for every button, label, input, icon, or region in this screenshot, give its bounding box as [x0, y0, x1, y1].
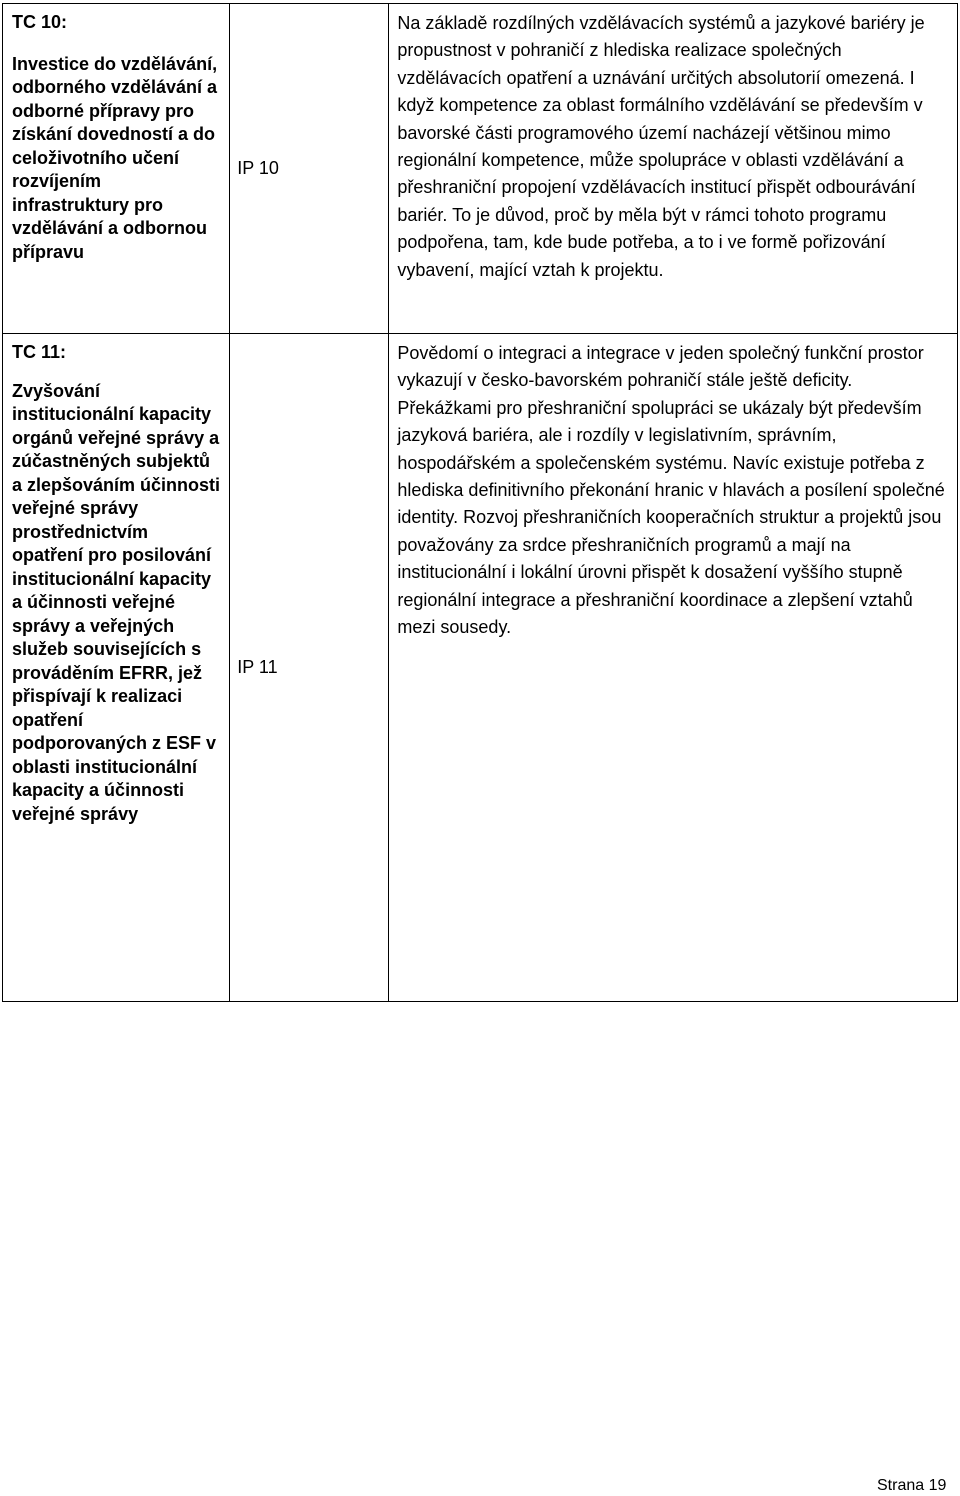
table-row [3, 4, 958, 334]
thematic-objective-number: TC 11: [12, 342, 67, 362]
table-row [3, 334, 958, 1002]
investment-priority-cell: IP 11 [230, 334, 389, 1002]
thematic-objective-cell [3, 334, 230, 1002]
thematic-objective-title: Zvyšování institucionální kapacity orgánů veřejné správy a zúčastněných subjektů a zlepšováním účinnosti veřejné správy prostřednictvím opatření pro posilování institucionální kapacity a účinnosti veřejné správy a veřejných služeb souvisejících s prováděním EFRR, jež přispívají k realizaci opatření podporovaných z ESF v oblasti institucionální kapacity a účinnosti veřejné správy [12, 380, 221, 824]
thematic-objectives-table [2, 3, 958, 1002]
thematic-objective-number: TC 10: [12, 12, 68, 32]
justification-text: Na základě rozdílných vzdělávacích systémů a jazykové bariéry je propustnost v pohraničí z hlediska realizace společných vzdělávacích opatření a uznávání určitých absolutorií omezená. I když kompetence za oblast formálního vzdělávání se především v bavorské části programového území nacházejí většinou mimo regionální kompetence, může spolupráce v oblasti vzdělávání a přeshraniční propojení vzdělávacích institucí přispět odbourávání bariér. To je důvod, proč by měla být v rámci tohoto programu podpořena, tam, kde bude potřeba, a to i ve formě pořizování vybavení, mající vztah k projektu. [389, 4, 958, 334]
justification-text: Povědomí o integraci a integrace v jeden společný funkční prostor vykazují v česko-bavorském pohraničí stále ještě deficity. Překážkami pro přeshraniční spolupráci se ukázaly být především jazyková bariéra, ale i rozdíly v legislativním, správním, hospodářském a společenském systému. Navíc existuje potřeba z hlediska definitivního překonání hranic v hlavách a posílení společné identity. Rozvoj přeshraničních kooperačních struktur a projektů jsou považovány za srdce přeshraničních programů a mají na institucionální i lokální úrovni přispět k dosažení vyššího stupně regionální integrace a přeshraniční koordinace a zlepšení vztahů mezi sousedy. [389, 334, 958, 1002]
page-number: Strana 19 [877, 1477, 947, 1494]
thematic-objective-cell [3, 4, 230, 334]
investment-priority-cell: IP 10 [230, 4, 389, 334]
thematic-objective-title: Investice do vzdělávání, odborného vzdělávání a odborné přípravy pro získání dovedností a do celoživotního učení rozvíjením infrastruktury pro vzdělávání a odbornou přípravu [12, 53, 218, 262]
